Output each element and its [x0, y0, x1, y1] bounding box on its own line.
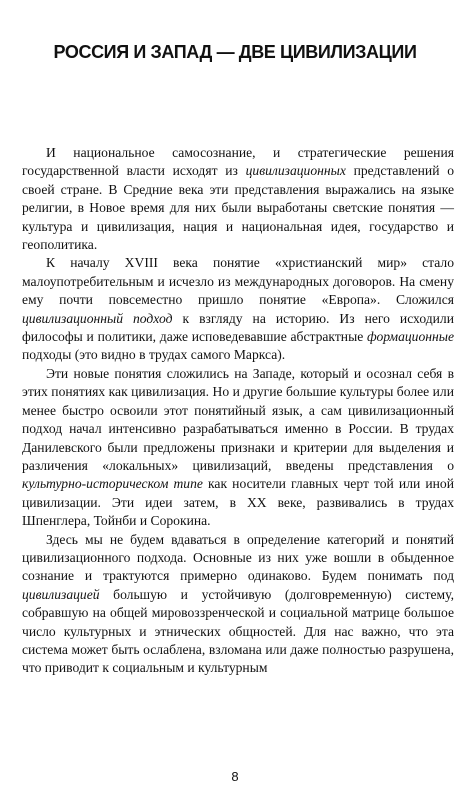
paragraph-4	[22, 531, 454, 678]
text-run: как носители главных черт той или иной цивилизации. Эти идеи затем, в XX веке, развивались в трудах Шпенглера, Тойнби и Сорокина.	[22, 476, 454, 529]
page-number: 8	[231, 769, 239, 784]
paragraph-3	[22, 365, 454, 531]
text-run: Здесь мы не будем вдаваться в определение категорий и понятий цивилизационного подхода. Основные из них уже вошли в обыденное сознание и трактуются примерно одинаково. Будем понимать под	[22, 531, 454, 584]
italic-term: формационные	[367, 329, 454, 345]
text-run: большую и устойчивую (долговременную) систему, собравшую на общей мировоззренческой и социальной матрице большое число культурных и этнических общностей. Для нас важно, что эта система может быть ослаблена, взломана или даже полностью разрушена, что приводит к социальным и культурным	[22, 586, 454, 676]
italic-term: культурно-историческом типе	[22, 476, 203, 492]
italic-term: цивилизационный подход	[22, 310, 173, 326]
text-run: И национальное самосознание, и стратегические решения государственной власти исходят из	[22, 145, 454, 179]
text-run: Эти новые понятия сложились на Западе, который и осознал себя в этих понятиях как цивилизация. Но и другие большие культуры более или менее быстро освоили этот понятийный язык, а сам цивилизационный подход начал интенсивно разрабатываться именно в России. В трудах Данилевского были предложены признаки и критерии для выделения и различения «локальных» цивилизаций, введены представления о	[22, 365, 454, 473]
chapter-title: РОССИЯ И ЗАПАД — ДВЕ ЦИВИЛИЗАЦИИ	[53, 42, 417, 62]
italic-term: цивилизационных	[245, 163, 346, 179]
text-run: К началу XVIII века понятие «христианский мир» стало малоупотребительным и исчезло из международных договоров. На смену ему почти повсеместно пришло понятие «Европа». Сложился	[22, 255, 454, 308]
text-run: к взгляду на историю. Из него исходили философы и политики, даже исповедевавшие абстрактные	[22, 310, 454, 345]
text-run: подходы (это видно в трудах самого Маркса).	[22, 347, 286, 363]
italic-term: цивилизацией	[22, 586, 100, 602]
text-run: представлений о своей стране. В Средние века эти представления выражались на языке религии, в Новое время для них были выработаны светские понятия — культура и цивилизация, нация и национальная идея, государство и геополитика.	[22, 163, 454, 253]
paragraph-1	[22, 144, 454, 254]
paragraph-2	[22, 254, 454, 364]
body-text	[22, 144, 454, 678]
